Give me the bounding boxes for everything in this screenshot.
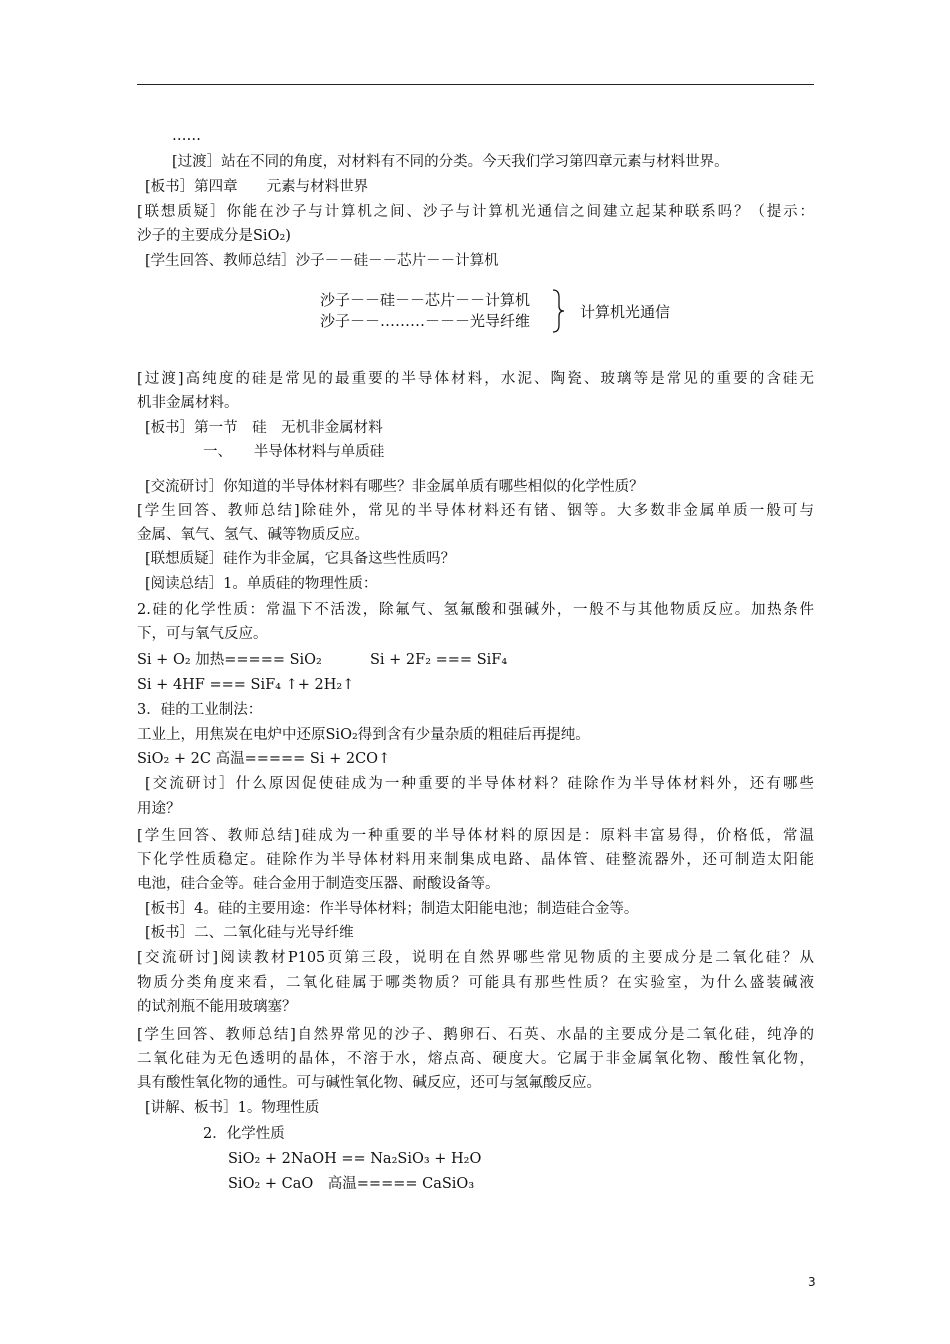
paragraph-answer-1-cont: 金属、氧气、氢气、碱等物质反应。 bbox=[137, 527, 369, 543]
equation-3: SiO₂ + 2C 高温===== Si + 2CO↑ bbox=[137, 751, 391, 767]
equation-2: Si + 4HF === SiF₄ ↑+ 2H₂↑ bbox=[137, 677, 355, 693]
paragraph-association: [联想质疑］你能在沙子与计算机之间、沙子与计算机光通信之间建立起某种联系吗？（提示： bbox=[137, 204, 814, 220]
header-rule bbox=[137, 84, 814, 85]
paragraph-reading-summary: [阅读总结］1。单质硅的物理性质： bbox=[145, 576, 378, 592]
paragraph-discussion-1: [交流研讨］你知道的半导体材料有哪些？非金属单质有哪些相似的化学性质？ bbox=[145, 479, 644, 495]
paragraph-discussion-3: [交流研讨]阅读教材P105页第三段，说明在自然界哪些常见物质的主要成分是二氧化硅？从 bbox=[137, 950, 814, 966]
paragraph-transition-2: [过渡]高纯度的硅是常见的最重要的半导体材料，水泥、陶瓷、玻璃等是常见的重要的含硅无 bbox=[137, 371, 814, 387]
paragraph-transition-1: [过渡］站在不同的角度，对材料有不同的分类。今天我们学习第四章元素与材料世界。 bbox=[172, 154, 729, 170]
board-section-title: [板书］第一节 硅 无机非金属材料 bbox=[145, 420, 383, 436]
paragraph-answer-3-cont: 二氧化硅为无色透明的晶体，不溶于水，熔点高、硬度大。它属于非金属氧化物、酸性氧化物， bbox=[137, 1051, 814, 1067]
relation-diagram bbox=[320, 290, 530, 332]
paragraph-discussion-3-cont: 物质分类角度来看，二氧化硅属于哪类物质？可能具有那些性质？在实验室，为什么盛装碱液 bbox=[137, 975, 814, 991]
right-brace-icon bbox=[551, 289, 565, 333]
paragraph-association-cont: 沙子的主要成分是SiO₂) bbox=[137, 228, 291, 244]
heading-industrial-method: 3．硅的工业制法： bbox=[137, 702, 263, 718]
diagram-row-fiber: 沙子－－………－－－光导纤维 bbox=[320, 312, 531, 330]
paragraph-discussion-2: [交流研讨］什么原因促使硅成为一种重要的半导体材料？硅除作为半导体材料外，还有哪些 bbox=[145, 776, 814, 792]
board-silicon-uses: [板书］4。硅的主要用途：作半导体材料；制造太阳能电池；制造硅合金等。 bbox=[145, 901, 639, 917]
paragraph-transition-2-cont: 机非金属材料。 bbox=[137, 395, 239, 411]
paragraph-answer-2-end: 电池，硅合金等。硅合金用于制造变压器、耐酸设备等。 bbox=[137, 876, 500, 892]
paragraph-answer-2-cont: 下化学性质稳定。硅除作为半导体材料用来制集成电路、晶体管、硅整流器外，还可制造太阳能 bbox=[137, 852, 814, 868]
diagram-label: 计算机光通信 bbox=[580, 303, 671, 321]
paragraph-answer-3-end: 具有酸性氧化物的通性。可与碱性氧化物、碱反应，还可与氢氟酸反应。 bbox=[137, 1075, 601, 1091]
diagram-row-computer: 沙子－－硅－－芯片－－计算机 bbox=[320, 291, 531, 309]
paragraph-industrial: 工业上，用焦炭在电炉中还原SiO₂得到含有少量杂质的粗硅后再提纯。 bbox=[137, 727, 590, 743]
heading-chemical-property: 2．化学性质 bbox=[203, 1126, 285, 1142]
board-chapter-title: [板书］第四章 元素与材料世界 bbox=[145, 179, 369, 195]
ellipsis: …… bbox=[172, 128, 201, 144]
paragraph-student-answer: [学生回答、教师总结］沙子－－硅－－芯片－－计算机 bbox=[145, 253, 499, 269]
equation-4: SiO₂ + 2NaOH == Na₂SiO₃ + H₂O bbox=[228, 1151, 482, 1167]
subsection-heading-1: 一、 半导体材料与单质硅 bbox=[203, 444, 385, 460]
paragraph-answer-1: [学生回答、教师总结]除硅外，常见的半导体材料还有锗、铟等。大多数非金属单质一般可与 bbox=[137, 503, 814, 519]
equation-1: Si + O₂ 加热===== SiO₂ Si + 2F₂ === SiF₄ bbox=[137, 652, 508, 668]
paragraph-chemical-property: 2.硅的化学性质：常温下不活泼，除氟气、氢氟酸和强碱外，一般不与其他物质反应。加热条件 bbox=[137, 602, 814, 618]
paragraph-answer-3: [学生回答、教师总结]自然界常见的沙子、鹅卵石、石英、水晶的主要成分是二氧化硅，纯净的 bbox=[137, 1027, 814, 1043]
paragraph-discussion-2-cont: 用途？ bbox=[137, 801, 181, 817]
board-physical-property: [讲解、板书］1。物理性质 bbox=[145, 1100, 320, 1116]
equation-5: SiO₂ + CaO 高温===== CaSiO₃ bbox=[228, 1176, 475, 1192]
page-number: 3 bbox=[808, 1275, 816, 1289]
paragraph-discussion-3-end: 的试剂瓶不能用玻璃塞？ bbox=[137, 999, 297, 1015]
board-silica-heading: [板书］二、二氧化硅与光导纤维 bbox=[145, 925, 354, 941]
paragraph-answer-2: [学生回答、教师总结]硅成为一种重要的半导体材料的原因是：原料丰富易得，价格低，常温 bbox=[137, 828, 814, 844]
paragraph-association-2: [联想质疑］硅作为非金属，它具备这些性质吗？ bbox=[145, 551, 456, 567]
paragraph-chemical-property-cont: 下，可与氧气反应。 bbox=[137, 626, 268, 642]
